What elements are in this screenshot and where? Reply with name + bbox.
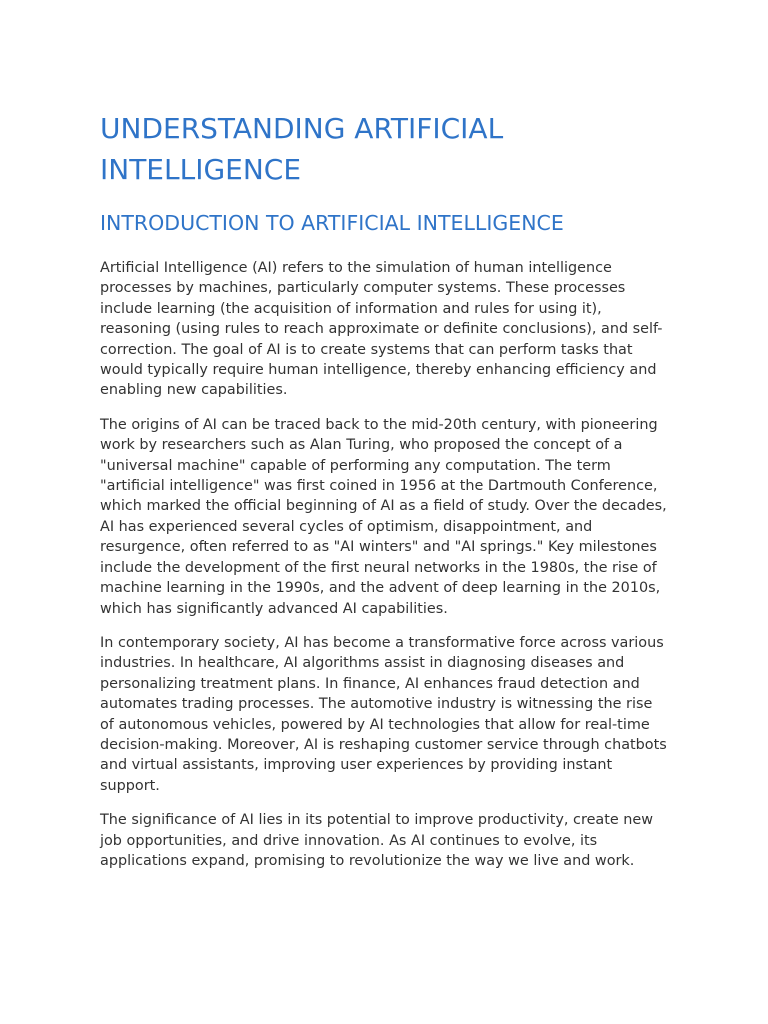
- paragraph-2: The origins of AI can be traced back to the mid-20th century, with pioneering work by researchers such as Alan Turing, who proposed the concept of a "universal machine" capable of performing any computation. The term "artificial intelligence" was first coined in 1956 at the Dartmouth Conference, which marked the official beginning of AI as a field of study. Over the decades, AI has experienced several cycles of optimism, disappointment, and resurgence, often referred to as "AI winters" and "AI springs." Key milestones include the development of the first neural networks in the 1980s, the rise of machine learning in the 1990s, and the advent of deep learning in the 2010s, which has significantly advanced AI capabilities.: [100, 416, 667, 617]
- paragraph-4: The significance of AI lies in its potential to improve productivity, create new job opportunities, and drive innovation. As AI continues to evolve, its applications expand, promising to revolutionize the way we live and work.: [100, 812, 654, 869]
- section-heading: INTRODUCTION TO ARTIFICIAL INTELLIGENCE: [100, 211, 564, 235]
- document-title: UNDERSTANDING ARTIFICIAL INTELLIGENCE: [100, 112, 504, 186]
- document-content: [100, 108, 668, 871]
- paragraph-1: Artificial Intelligence (AI) refers to the simulation of human intelligence processes by machines, particularly computer systems. These processes include learning (the acquisition of information and rules for using it), reasoning (using rules to reach approximate or definite conclusions), and self-correction. The goal of AI is to create systems that can perform tasks that would typically require human intelligence, thereby enhancing efficiency and enabling new capabilities.: [100, 260, 663, 399]
- paragraph-3: In contemporary society, AI has become a transformative force across various industries. In healthcare, AI algorithms assist in diagnosing diseases and personalizing treatment plans. In finance, AI enhances fraud detection and automates trading processes. The automotive industry is witnessing the rise of autonomous vehicles, powered by AI technologies that allow for real-time decision-making. Moreover, AI is reshaping customer service through chatbots and virtual assistants, improving user experiences by providing instant support.: [100, 634, 667, 794]
